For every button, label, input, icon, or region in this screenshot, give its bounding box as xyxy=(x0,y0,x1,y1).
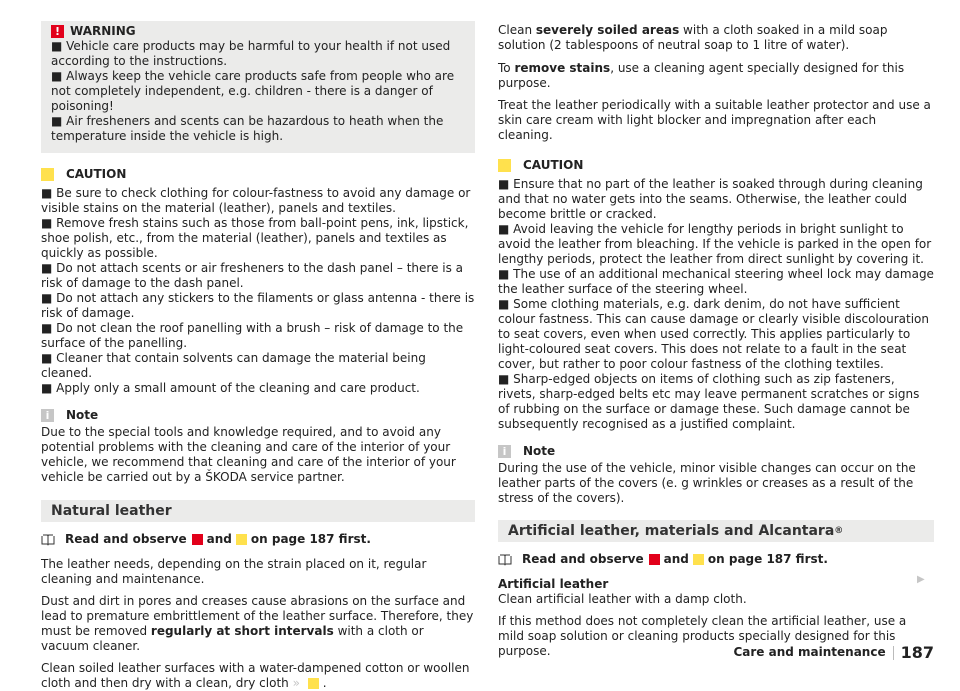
paragraph: Clean soiled leather surfaces with a water-dampened cotton or woollen cloth and then dry with a clean, dry cloth » . xyxy=(41,661,470,690)
subheading: Artificial leather xyxy=(498,577,609,591)
warning-item: ■ Air fresheners and scents can be hazardous to heath when the temperature inside the vehicle is high. xyxy=(51,114,444,143)
note-header xyxy=(498,444,934,459)
paragraph-text: Dust and dirt in pores and creases cause abrasions on the surface and lead to premature embrittlement of the leather surface. Therefore, they must be removed xyxy=(41,594,474,638)
caution-item: ■ Sharp-edged objects on items of clothing such as zip fasteners, rivets, sharp-edged belts etc may leave permanent scratches or signs of rubbing on the surface or damage these. Such damage cannot be subsequently recognised as a justified complaint. xyxy=(498,372,920,431)
exclamation-icon[interactable] xyxy=(236,534,247,545)
reference-and: and xyxy=(206,532,232,546)
emphasis-text: severely soiled areas xyxy=(535,23,680,37)
paragraph xyxy=(498,23,934,53)
section-heading-text: Artificial leather, materials and Alcantara xyxy=(508,522,835,539)
paragraph-text: To xyxy=(498,61,511,75)
footer-section: Care and maintenance xyxy=(733,645,886,659)
note-section-left xyxy=(41,408,475,485)
paragraph-text: with a cloth soaked in a mild soap solution (2 tablespoons of neutral soap to 1 litre of water). xyxy=(498,23,888,52)
note-title: Note xyxy=(523,444,556,458)
left-column xyxy=(41,0,475,691)
reference-line xyxy=(498,552,934,567)
exclamation-icon[interactable] xyxy=(308,678,319,689)
footer-divider xyxy=(893,646,894,660)
reference-prefix: Read and observe xyxy=(65,532,187,546)
paragraph-text: Clean soiled leather surfaces with a water-dampened cotton or woollen cloth and then dry with a clean, dry cloth xyxy=(41,661,470,690)
warning-item: ■ Vehicle care products may be harmful to your health if not used according to the instructions. xyxy=(51,39,451,68)
caution-item: ■ Do not clean the roof panelling with a brush – risk of damage to the surface of the panelling. xyxy=(41,321,464,350)
warning-box xyxy=(41,21,475,153)
paragraph-text: Clean xyxy=(498,23,533,37)
note-header xyxy=(41,408,475,423)
caution-item: ■ Do not attach scents or air fresheners to the dash panel – there is a risk of damage to the dash panel. xyxy=(41,261,464,290)
open-book-icon xyxy=(498,554,512,565)
caution-item: ■ Cleaner that contain solvents can damage the material being cleaned. xyxy=(41,351,426,380)
exclamation-icon: ! xyxy=(41,168,54,181)
triangle-right-icon[interactable]: ▶ xyxy=(917,574,925,585)
reference-suffix: on page 187 first. xyxy=(250,532,371,546)
continuation-mark[interactable]: » xyxy=(292,676,300,690)
exclamation-icon[interactable] xyxy=(693,554,704,565)
caution-item: ■ Ensure that no part of the leather is soaked through during cleaning and that no water gets into the seams. Otherwise, the leather could become brittle or cracked. xyxy=(498,177,923,221)
caution-item: ■ Do not attach any stickers to the filaments or glass antenna - there is risk of damage. xyxy=(41,291,475,320)
reference-line xyxy=(41,532,475,547)
emphasis-text: regularly at short intervals xyxy=(150,624,334,638)
warning-header xyxy=(51,24,465,39)
paragraph: Clean artificial leather with a damp cloth. xyxy=(498,592,747,606)
section-heading-artificial-leather xyxy=(498,520,934,542)
reference-prefix: Read and observe xyxy=(522,552,644,566)
exclamation-icon: ! xyxy=(498,159,511,172)
caution-item: ■ Apply only a small amount of the cleaning and care product. xyxy=(41,381,420,395)
warning-title: WARNING xyxy=(70,24,136,38)
paragraph: Treat the leather periodically with a suitable leather protector and use a skin care cream with light blocker and impregnation after each cleaning. xyxy=(498,98,931,142)
paragraph-text: , use a cleaning agent specially designed for this purpose. xyxy=(498,61,905,90)
paragraph: If this method does not completely clean the artificial leather, use a mild soap solution or cleaning products specially designed for this purpose. xyxy=(498,614,907,658)
caution-item: ■ Remove fresh stains such as those from ball-point pens, ink, lipstick, shoe polish, etc., from the material (leather), panels and textiles as quickly as possible. xyxy=(41,216,469,260)
paragraph xyxy=(41,594,475,654)
reference-and: and xyxy=(663,552,689,566)
page-number: 187 xyxy=(900,643,934,662)
exclamation-icon[interactable] xyxy=(649,554,660,565)
note-section-right xyxy=(498,444,934,506)
caution-header xyxy=(498,158,934,173)
paragraph xyxy=(498,61,934,91)
paragraph-text: with a cloth or vacuum cleaner. xyxy=(41,624,424,653)
reference-suffix: on page 187 first. xyxy=(707,552,828,566)
open-book-icon xyxy=(41,534,55,545)
info-icon: i xyxy=(498,445,511,458)
info-icon: i xyxy=(41,409,54,422)
caution-item: ■ Some clothing materials, e.g. dark denim, do not have sufficient colour fastness. This can cause damage or clearly visible discolouration to seat covers, even when used correctly. This applies particularly to light-coloured seat covers. This does not relate to a fault in the seat cover, but rather to poor colour fastness of the clothing textiles. xyxy=(498,297,929,371)
exclamation-icon[interactable] xyxy=(192,534,203,545)
section-heading-natural-leather xyxy=(41,500,475,522)
note-title: Note xyxy=(66,408,99,422)
emphasis-text: remove stains xyxy=(514,61,611,75)
exclamation-icon: ! xyxy=(51,25,64,38)
caution-item: ■ The use of an additional mechanical steering wheel lock may damage the leather surface of the steering wheel. xyxy=(498,267,934,296)
caution-item: ■ Be sure to check clothing for colour-fastness to avoid any damage or visible stains on the material (leather), panels and textiles. xyxy=(41,186,471,215)
caution-title: CAUTION xyxy=(66,167,127,181)
caution-section-right xyxy=(498,158,934,432)
registered-mark: ® xyxy=(834,525,844,536)
right-column xyxy=(498,0,934,662)
note-text: Due to the special tools and knowledge required, and to avoid any potential problems with the cleaning and care of the interior of your vehicle, we recommend that cleaning and care of the interior of your vehicle be carried out by a ŠKODA service partner. xyxy=(41,425,456,484)
note-text: During the use of the vehicle, minor visible changes can occur on the leather parts of the covers (e. g wrinkles or creases as a result of the stress of the covers). xyxy=(498,461,916,505)
paragraph: The leather needs, depending on the strain placed on it, regular cleaning and maintenance. xyxy=(41,557,427,586)
section-heading-text: Natural leather xyxy=(51,502,172,519)
warning-item: ■ Always keep the vehicle care products safe from people who are not completely independent, e.g. children - there is a danger of poisoning! xyxy=(51,69,455,113)
caution-section-left xyxy=(41,167,475,396)
caution-header xyxy=(41,167,475,182)
caution-title: CAUTION xyxy=(523,158,584,172)
page-footer xyxy=(733,645,934,660)
caution-item: ■ Avoid leaving the vehicle for lengthy periods in bright sunlight to avoid the leather from bleaching. If the vehicle is parked in the open for lengthy periods, protect the leather from direct sunlight by covering it. xyxy=(498,222,932,266)
